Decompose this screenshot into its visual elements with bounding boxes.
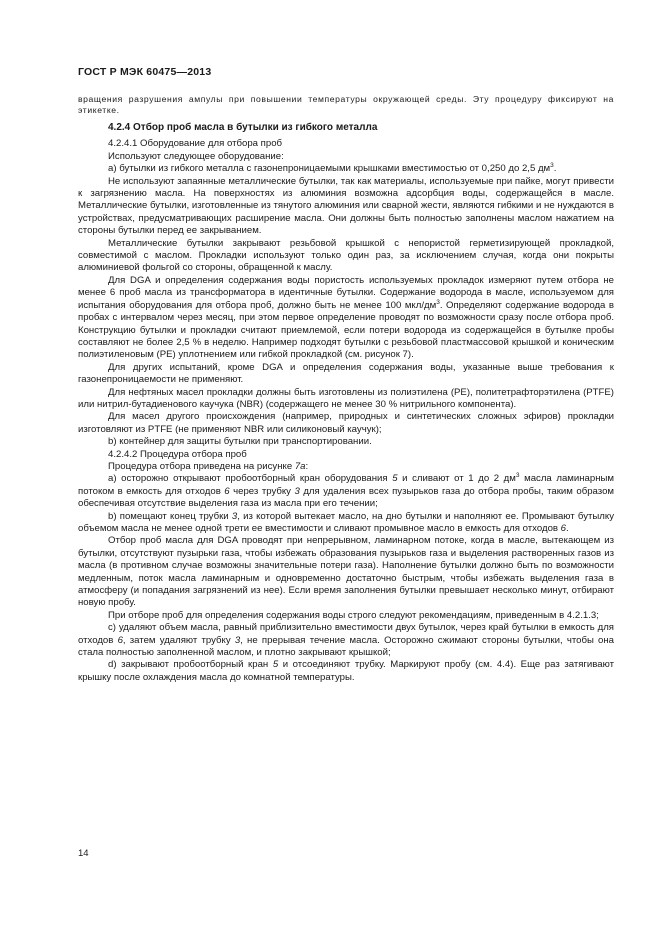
text-fragment: , не прерывая течение масла. Осторожно сжимают стороны бутылки, чтобы она стала полностью заполненной маслом, и плотно закрывают крышкой;: [78, 634, 615, 659]
text-fragment: а) бутылки из гибкого металла с газонепроницаемыми крышками вместимостью от 0,250 до 2,5 дм: [108, 163, 551, 175]
text-fragment: , затем удаляют трубку: [122, 634, 235, 646]
italic-ref: 5: [392, 473, 398, 485]
text-fragment: масла ламинарным потоком в емкость для отходов: [78, 473, 615, 497]
paragraph-petroleum-oils: Для нефтяных масел прокладки должны быть изготовлены из полиэтилена (РЕ), политетрафторэтилена (PTFE) или нитрил-бутадиенового каучука (NBR) (содержащего не менее 30 % нитрильного компонента).: [78, 386, 614, 410]
italic-ref: 3: [294, 485, 300, 497]
text-fragment: . Определяют содержание водорода в пробах с интервалом через месяц, при этом первое определение проводят по возможности сразу после отбора проб. Конструкцию бутылки и прокладки считают приемлемой, если потери водорода из содержащейся в бутылке пробы составляют не более 2,5 % в неделю. Например подходят бутылки с резьбовой пластмассовой крышкой и коническим полиэтиленовым (РЕ) уплотнением или гибкой прокладкой (см. рисунок 7).: [78, 299, 614, 361]
italic-ref: 3: [231, 510, 238, 522]
text-fragment: , из которой вытекает масло, на дно бутылки и наполняют ее. Промывают бутылку объемом масла не менее одной трети ее вместимости и сливают промывное масло в емкость для отходов: [78, 510, 614, 534]
page-number: 14: [78, 848, 89, 859]
text-fragment: и отсоединяют трубку. Маркируют пробу (см. 4.4). Еще раз затягивают крышку после охлаждения масла до комнатной температуры.: [78, 659, 614, 683]
document-body: [78, 94, 614, 684]
text-fragment: для удаления всех пузырьков газа до отбора пробы, таким образом обеспечивая отсутствие выделения газа из масла при его течении;: [78, 485, 614, 510]
procedure-step-c: [78, 622, 614, 659]
text-fragment: .: [553, 163, 557, 175]
paragraph-soldered-bottles: Не используют запаянные металлические бутылки, так как материалы, используемые при пайке, могут привести к загрязнению масла. На поверхностях из алюминия возможна адсорбция воды, содержащейся в масле. Металлические бутылки, изготовленные из тянутого алюминия или сварной жести, являются гибкими и не нуждаются в устройствах, предусматривающих расширение масла. Они должны быть полностью заполнены маслом нажатием на стороны бутылки перед ее закрыванием.: [78, 175, 614, 237]
text-fragment: .: [566, 523, 569, 534]
equipment-item-a: [78, 163, 614, 175]
text-fragment: через трубку: [229, 485, 295, 497]
text-fragment: b) помещают конец трубки: [108, 510, 232, 522]
text-fragment: Процедура отбора приведена на рисунке: [108, 460, 295, 472]
italic-ref: 3: [234, 634, 241, 646]
text-fragment: d) закрывают пробоотборный кран: [108, 659, 273, 671]
section-heading: 4.2.4 Отбор проб масла в бутылки из гибкого металла: [108, 122, 378, 133]
paragraph-water-sampling: При отборе проб для определения содержания воды строго следуют рекомендациям, приведенным в 4.2.1.3;: [108, 609, 599, 621]
italic-ref: 6: [560, 523, 567, 534]
text-fragment: :: [305, 460, 309, 472]
italic-ref: 5: [272, 659, 279, 671]
italic-ref: 6: [117, 634, 123, 646]
procedure-step-b: [78, 511, 614, 536]
text-fragment: и сливают от 1 до 2 дм: [397, 473, 516, 485]
standard-header: ГОСТ Р МЭК 60475—2013: [78, 66, 212, 78]
text-fragment: Для DGA и определения содержания воды пористость используемых прокладок измеряют путем отбора не менее 6 проб масла из трансформатора в идентичные бутылки. Содержание водорода в масле, используемом для испытания оборудования для отбора проб, должно быть не менее 100 мкл/дм: [78, 274, 614, 311]
paragraph-dga-sampling: Отбор проб масла для DGA проводят при непрерывном, ламинарном потоке, когда в масле, вытекающем из бутылки, отсутствуют пузырьки газа, чтобы избежать образования пузырьков газа и выделения растворенных газов из масла (в противном случае возможны значительные потери газа). Наполнение бутылки должно быть по возможности медленным, поток масла ламинарным и одновременно достаточно быстрым, чтобы избежать выделения газа в атмосферу (и попадания загрязнений из нее). Если время заполнения бутылки превышает несколько минут, отбирают новую пробу.: [78, 535, 614, 609]
text-fragment: а) осторожно открывают пробоотборный кран оборудования: [108, 473, 393, 485]
paragraph-screw-caps: Металлические бутылки закрывают резьбовой крышкой с непористой герметизирующей прокладкой, совместимой с маслом. Прокладки используют только один раз, за исключением случая, когда они покрыты алюминиевой фольгой со стороны, обращенной к маслу.: [78, 237, 614, 274]
procedure-step-d: [78, 659, 614, 684]
procedure-intro: [78, 461, 614, 473]
paragraph-other-oils: Для масел другого происхождения (например, природных и синтетических сложных эфиров) прокладки изготовляют из PTFE (не применяют NBR или силиконовый каучук);: [78, 411, 614, 435]
figure-ref: 7а: [294, 460, 306, 472]
equipment-intro: Используют следующее оборудование:: [108, 150, 284, 162]
italic-ref: 6: [224, 485, 230, 497]
text-fragment: с) удаляют объем масла, равный приблизительно вместимости двух бутылок, через край бутылки в емкость для отходов: [78, 622, 614, 646]
subsection-4-2-4-1-title: 4.2.4.1 Оборудование для отбора проб: [108, 138, 283, 150]
superscript: 3: [550, 162, 554, 170]
superscript: 3: [515, 472, 520, 480]
paragraph-dga-porosity: [78, 275, 614, 362]
procedure-step-a: [78, 473, 614, 510]
intro-paragraph: вращения разрушения ампулы при повышении температуры окружающей среды. Эту процедуру фиксируют на этикетке.: [78, 94, 614, 115]
paragraph-other-tests: Для других испытаний, кроме DGA и определения содержания воды, указанные выше требования к газонепроницаемости не применяют.: [78, 361, 614, 386]
superscript: 3: [436, 298, 440, 306]
subsection-4-2-4-2-title: 4.2.4.2 Процедура отбора проб: [108, 448, 247, 460]
equipment-item-b: b) контейнер для защиты бутылки при транспортировании.: [108, 436, 372, 448]
